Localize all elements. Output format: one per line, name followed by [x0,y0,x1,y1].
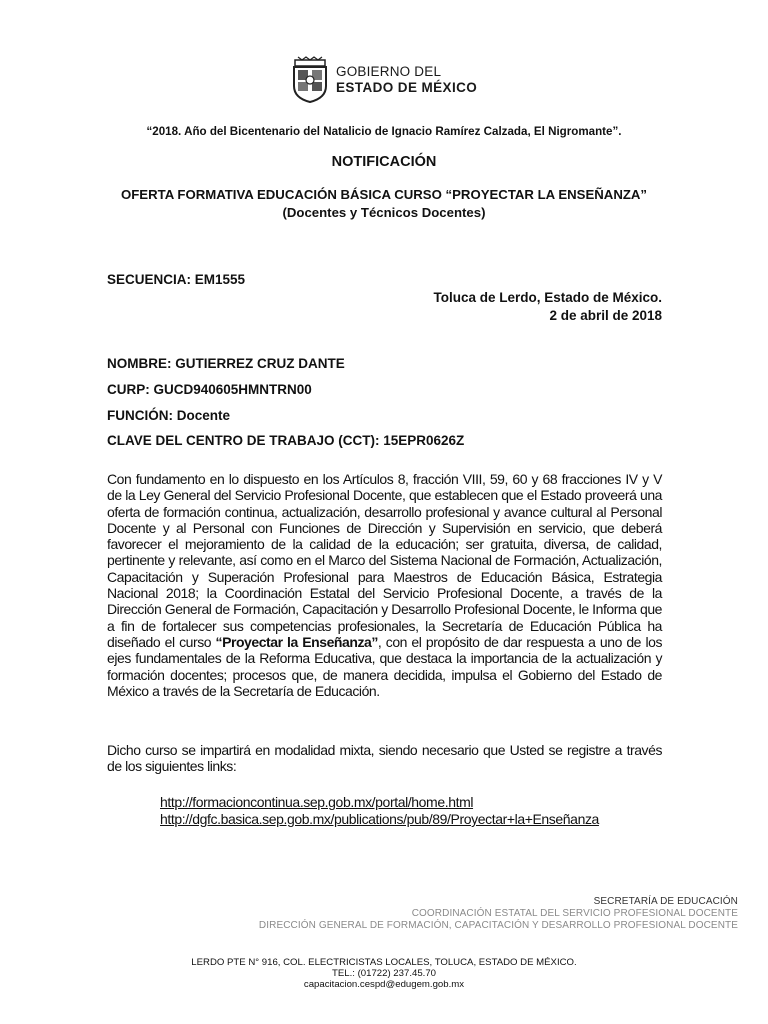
course-name: “Proyectar la Enseñanza” [215,633,378,650]
field-nombre: NOMBRE: GUTIERREZ CRUZ DANTE [107,356,345,371]
field-funcion [107,408,230,423]
footer-contact [0,957,768,990]
place-date [433,289,662,325]
paragraph1-part-a: Con fundamento en lo dispuesto en los Artículos 8, fracción VIII, 59, 60 y 68 fracciones IV y V de la Ley General del Servicio Profesional Docente, que establecen que el Estado proveerá una oferta de formación continua, actualización, desarrollo profesional y avance cultural al Personal Docente y al Personal con Funciones de Dirección y Supervisión en servicio, que deberá favorecer el mejoramiento de la calidad de la educación; ser gratuita, diversa, de calidad, pertinente y relevante, así como en el Marco del Sistema Nacional de Formación, Actualización, Capacitación y Superación Profesional para Maestros de Educación Básica, Estrategia Nacional 2018; la Coordinación Estatal del Servicio Profesional Docente, a través de la Dirección General de Formación, Capacitación y Desarrollo Profesional Docente, le Informa que a fin de fortalecer sus competencias profesionales, la Secretaría de Educación Pública ha diseñado el curso [107,471,662,650]
footer-organization [259,896,738,932]
government-logo [290,56,477,104]
subtitle-line2: (Docentes y Técnicos Docentes) [282,205,486,220]
sequence-number: SECUENCIA: EM1555 [107,272,246,287]
body-paragraph-2: Dicho curso se impartirá en modalidad mixta, siendo necesario que Usted se registre a través de los siguientes links: [107,742,662,775]
state-seal-icon [290,56,330,104]
link-formacion-continua[interactable]: http://formacioncontinua.sep.gob.mx/portal/home.html [160,794,474,810]
body-paragraph-1 [107,471,662,699]
footer-phone: TEL.: (01722) 237.45.70 [331,968,436,979]
registration-links [160,794,599,828]
subtitle-line1: OFERTA FORMATIVA EDUCACIÓN BÁSICA CURSO “PROYECTAR LA ENSEÑANZA” [120,187,648,202]
footer-org-line3: DIRECCIÓN GENERAL DE FORMACIÓN, CAPACITACIÓN Y DESARROLLO PROFESIONAL DOCENTE [258,920,738,931]
footer-email: capacitacion.cespd@edugem.gob.mx [303,979,465,990]
footer-address: LERDO PTE N° 916, COL. ELECTRICISTAS LOCALES, TOLUCA, ESTADO DE MÉXICO. [191,957,577,968]
field-cct: CLAVE DEL CENTRO DE TRABAJO (CCT): 15EPR0626Z [107,433,465,448]
year-motto: “2018. Año del Bicentenario del Natalicio de Ignacio Ramírez Calzada, El Nigromante”. [146,125,622,138]
gov-line2: ESTADO DE MÉXICO [336,80,478,95]
field-curp: CURP: GUCD940605HMNTRN00 [107,382,312,397]
place: Toluca de Lerdo, Estado de México. [433,290,662,305]
date: 2 de abril de 2018 [549,308,662,323]
document-subtitle [0,186,768,222]
funcion-label: FUNCIÓN: [107,408,173,423]
link-proyectar-ensenanza[interactable]: http://dgfc.basica.sep.gob.mx/publications/pub/89/Proyectar+la+Enseñanza [160,811,599,827]
document-title: NOTIFICACIÓN [331,154,437,170]
funcion-value: Docente [176,408,231,423]
government-name [336,64,477,96]
footer-org-line2: COORDINACIÓN ESTATAL DEL SERVICIO PROFESIONAL DOCENTE [411,908,738,919]
paragraph1-part-b: , con el propósito de dar respuesta a uno de los ejes fundamentales de la Reforma Educativa, que destaca la importancia de la actualización y formación docentes; procesos que, de manera decidida, impulsa el Gobierno del Estado de México a través de la Secretaría de Educación. [107,633,663,699]
footer-org-line1: SECRETARÍA DE EDUCACIÓN [593,896,738,907]
gov-line1: GOBIERNO DEL [336,64,442,79]
